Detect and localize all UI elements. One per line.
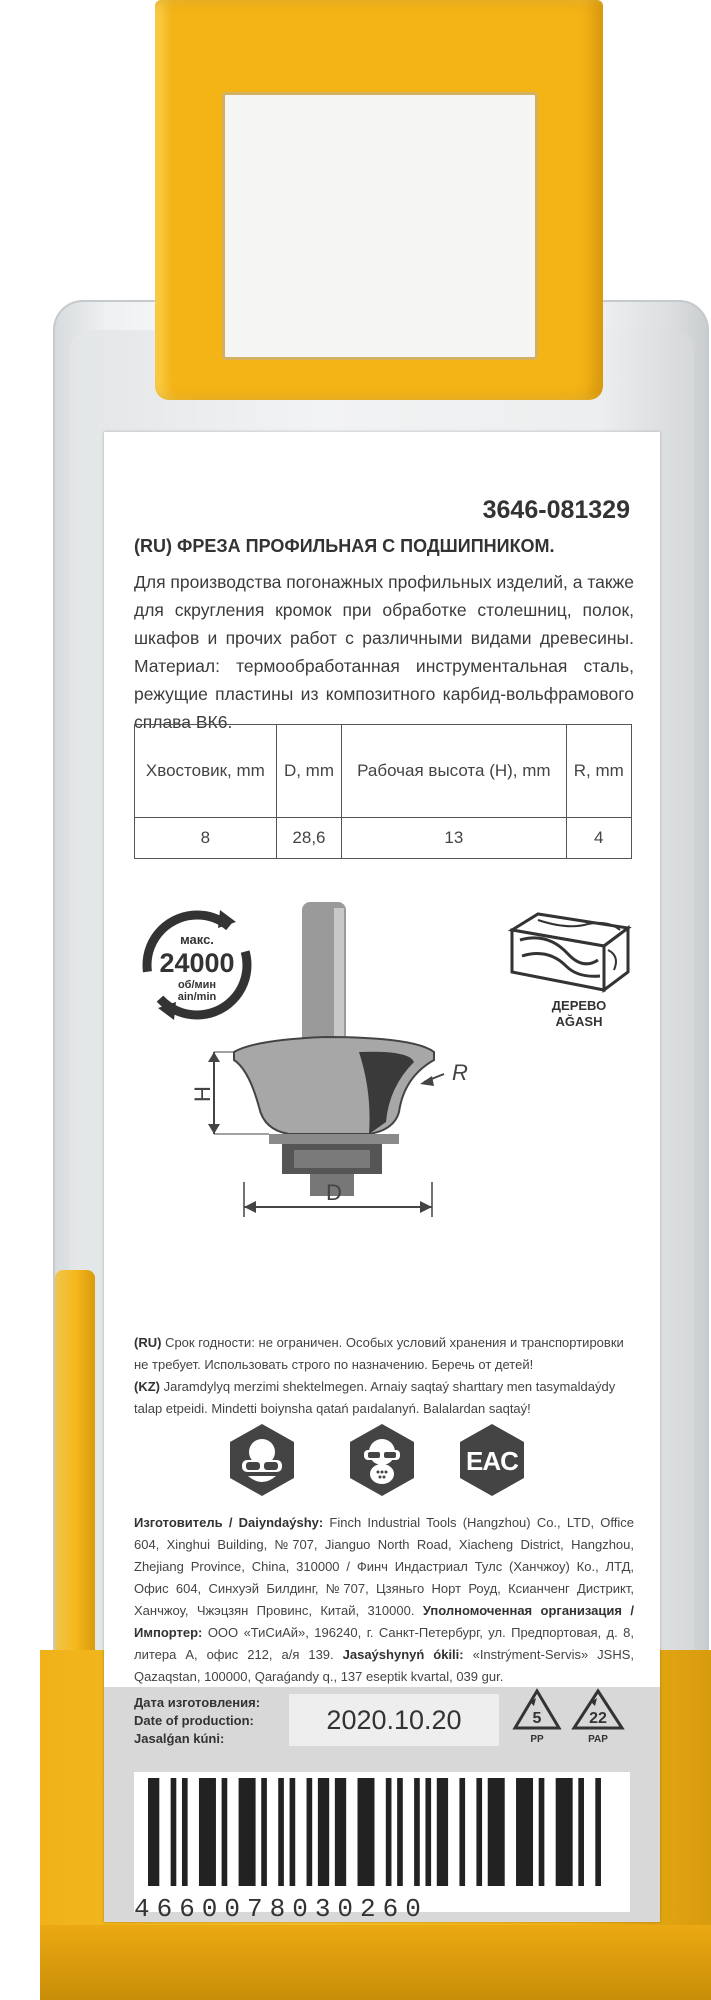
recycle-pap-icon: [570, 1688, 626, 1732]
material-label-ru: ДЕРЕВО: [551, 998, 607, 1013]
barcode-bar: [182, 1778, 188, 1886]
note-ru-tag: (RU): [134, 1335, 162, 1350]
hanger-hole: [222, 92, 538, 360]
spec-table: [134, 724, 632, 859]
diagram-d-label: D: [326, 1180, 342, 1205]
speed-unit-kz: ain/min: [177, 991, 217, 1003]
router-bit-shank-visible: [55, 1270, 95, 1660]
speed-unit-ru: об/мин: [177, 979, 217, 991]
product-label-card: [104, 432, 660, 1922]
barcode-bar: [261, 1778, 267, 1886]
barcode-bar: [459, 1778, 465, 1886]
note-ru-text: Срок годности: не ограничен. Особых условий хранения и транспортировки не требует. Использовать строго по назначению. Беречь от детей!: [134, 1335, 624, 1372]
maker-text: Finch Industrial Tools (Hangzhou) Co., LTD, Office 604, Xinghui Building, №707, Jianguo North Road, Xiacheng District, Hangzhou, Zhejiang Province, China, 310000 / Финч Индастриал Тулс (Ханчжоу) Ко., ЛТД, Офис 604, Синхуэй Билдинг, №707, Цзяньго Норт Роуд, Ксианченг Дистрикт, Ханчжоу, Чжэцзян Провинс, Китай, 310000.: [134, 1515, 635, 1618]
barcode-bar: [307, 1778, 313, 1886]
barcode-bar: [556, 1778, 573, 1886]
product-description: Для производства погонажных профильных изделий, а также для скругления кромок при обработке столешниц, полок, шкафов и прочих работ с различными видами древесины. Материал: термообработанная инструментальная сталь, режущие пластины из композитного карбид-вольфрамового сплава ВК6.: [134, 572, 634, 732]
storage-notes: [134, 1332, 634, 1420]
representative-text: «Instrýment-Servis» JSHS, Qazaqstan, 100000, Qaraǵandy q., 137 eseptik kvartal, 039 gur.: [134, 1647, 634, 1684]
barcode-bar: [516, 1778, 533, 1886]
importer-text: ООО «ТиСиАй», 196240, г. Санкт-Петербург, ул. Предпортовая, д. 8, литера А, офис 212, а/я 139.: [134, 1625, 634, 1662]
barcode-bar: [222, 1778, 228, 1886]
barcode-bar: [278, 1778, 284, 1886]
note-kz-tag: (KZ): [134, 1379, 160, 1394]
case-base-bottom: [40, 1925, 711, 2000]
barcode-bar: [290, 1778, 296, 1886]
spec-value-diameter: 28,6: [276, 818, 341, 859]
barcode-bar: [318, 1778, 329, 1886]
spec-value-shank: 8: [135, 818, 277, 859]
note-kz-text: Jaramdylyq merzimi shektelmegen. Arnaiy saqtaý sharttary men tasymaldaýdy talap etpeidi. Mindetti boiynsha qatań paıdalanyń. Balalardan saqtaý!: [134, 1379, 616, 1416]
recycle-pp-number: 5: [532, 1710, 542, 1727]
article-number: 3646-081329: [482, 496, 630, 524]
spec-header-height: Рабочая высота (H), mm: [342, 725, 566, 818]
barcode-bar: [578, 1778, 584, 1886]
recycle-pp-icon: [512, 1688, 562, 1732]
spec-value-radius: 4: [566, 818, 631, 859]
manufacturer-info: [134, 1512, 634, 1688]
spec-value-height: 13: [342, 818, 566, 859]
eac-mark-icon: [454, 1422, 530, 1498]
recycle-pap-code: PAP: [588, 1734, 608, 1745]
material-label: [534, 998, 624, 1030]
goggles-icon: [224, 1422, 300, 1498]
barcode-bar: [425, 1778, 431, 1886]
speed-top-label: макс.: [180, 932, 214, 947]
barcode-bar: [397, 1778, 403, 1886]
spec-header-shank: Хвостовик, mm: [135, 725, 277, 818]
diagram-h-label: H: [190, 1086, 215, 1102]
recycle-pp-code: PP: [530, 1734, 544, 1745]
eac-mark-text: EAC: [466, 1446, 518, 1476]
barcode-bar: [358, 1778, 375, 1886]
router-bit-diagram: [190, 902, 534, 1232]
date-label-en: Date of production:: [134, 1713, 254, 1728]
barcode-bar: [171, 1778, 177, 1886]
date-label-kz: Jasalǵan kúni:: [134, 1731, 225, 1746]
maker-label: Изготовитель / Daiyndaýshy:: [134, 1515, 324, 1530]
barcode-bar: [386, 1778, 392, 1886]
respirator-icon: [344, 1422, 420, 1498]
barcode-bar: [199, 1778, 216, 1886]
barcode-bar: [335, 1778, 346, 1886]
barcode-bar: [488, 1778, 505, 1886]
barcode-bars: [134, 1772, 630, 1890]
barcode-bar: [539, 1778, 545, 1886]
production-date-value: 2020.10.20: [289, 1694, 499, 1746]
spec-header-diameter: D, mm: [276, 725, 341, 818]
barcode-bar: [437, 1778, 448, 1886]
note-kz: [134, 1376, 634, 1420]
spec-header-radius: R, mm: [566, 725, 631, 818]
production-date-labels: [134, 1694, 260, 1748]
date-label-ru: Дата изготовления:: [134, 1695, 261, 1710]
representative-label: Jasaýshynyń ókili:: [342, 1647, 464, 1662]
barcode-bar: [148, 1778, 159, 1886]
barcode-bar: [239, 1778, 256, 1886]
product-title: (RU) ФРЕЗА ПРОФИЛЬНАЯ С ПОДШИПНИКОМ.: [134, 536, 555, 556]
speed-value: 24000: [159, 948, 235, 978]
importer-label: Уполномоченная организация / Импортер:: [134, 1603, 634, 1640]
barcode-digits: 4660078030260: [134, 1894, 428, 1924]
barcode-bar: [595, 1778, 601, 1886]
diagram-r-label: R: [452, 1060, 468, 1085]
barcode: [134, 1772, 630, 1912]
barcode-bar: [476, 1778, 482, 1886]
recycle-pap-number: 22: [589, 1710, 607, 1727]
barcode-bar: [414, 1778, 420, 1886]
note-ru: [134, 1332, 634, 1376]
wood-material-icon: [508, 910, 632, 994]
material-label-kz: AĞASH: [555, 1014, 603, 1029]
